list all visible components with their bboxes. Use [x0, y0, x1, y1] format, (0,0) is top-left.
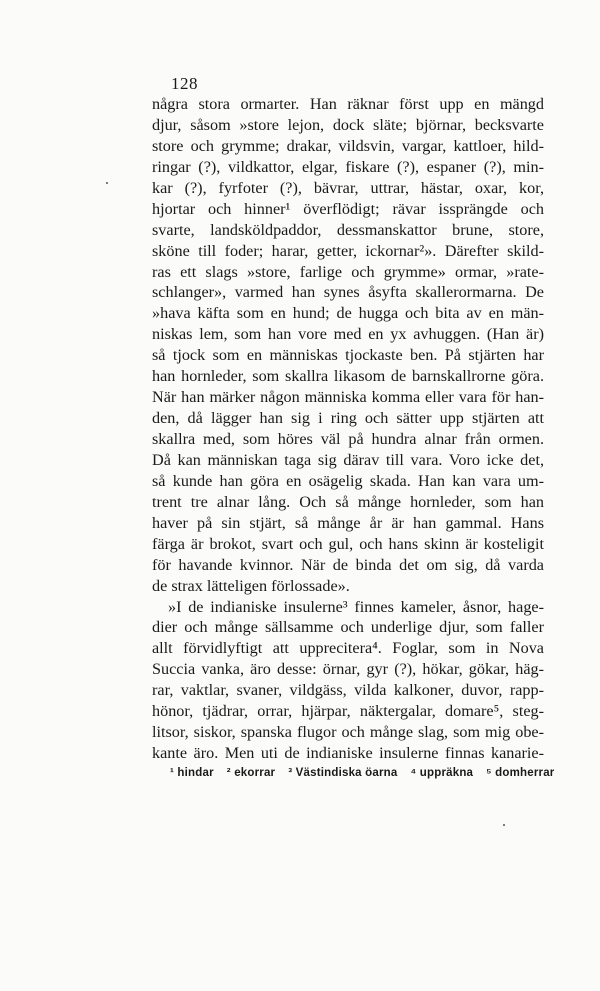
body-text — [152, 94, 544, 764]
text-line: trent tre alnar lång. Och så månge hornleder, som han — [152, 492, 544, 511]
text-line: litsor, siskor, spanska flugor och månge slag, som mig obe- — [152, 723, 544, 742]
text-line: han hornleder, som skallra likasom de barnskallrorne göra. — [152, 367, 544, 386]
text-line: niskas lem, som han vore med en yx avhuggen. (Han är) — [152, 325, 544, 344]
text-line: så tjock som en människas tjockaste ben. På stjärten har — [152, 346, 544, 365]
text-line: kante äro. Men uti de indianiske insulerne finnas kanarie- — [152, 744, 544, 763]
text-line: Succia vanka, äro desse: örnar, gyr (?), hökar, gökar, häg- — [152, 660, 544, 679]
page-number: 128 — [171, 74, 198, 93]
footnote-item: ¹ hindar — [170, 767, 214, 779]
footnotes — [170, 767, 567, 779]
text-line: »hava käfta som en hund; de hugga och bita av en män- — [152, 304, 544, 323]
speck-mark — [503, 824, 505, 826]
text-line: hönor, tjädrar, orrar, hjärpar, näktergalar, domare⁵, steg- — [152, 702, 544, 721]
speck-mark — [106, 182, 108, 184]
text-line: »I de indianiske insulerne³ finnes kameler, åsnor, hage- — [168, 597, 544, 616]
text-line: färga är brokot, svart och gul, och hans skinn är kosteligit — [152, 534, 544, 553]
text-line: skallra med, som höres väl på hundra alnar från ormen. — [152, 430, 544, 448]
text-line: så kunde han göra en osägelig skada. Han kan vara um- — [152, 471, 544, 490]
text-line: svarte, landsköldpaddor, dessmanskattor brune, store, — [152, 220, 544, 239]
footnote-item: ² ekorrar — [226, 767, 276, 779]
text-line: dier och månge sällsamme och underlige djur, som faller — [152, 618, 544, 637]
text-line: de strax lätteligen förlossade». — [152, 576, 350, 595]
text-line: sköne till foder; harar, getter, ickornar²». Därefter skild- — [152, 241, 544, 260]
text-line: haver på sin stjärt, så månge år är han gammal. Hans — [152, 513, 544, 532]
text-line: ringar (?), vildkattor, elgar, fiskare (?), espaner (?), min- — [152, 157, 544, 176]
footnote-item: ⁴ uppräkna — [410, 767, 474, 779]
text-line: store och grymme; drakar, vildsvin, vargar, kattloer, hild- — [152, 136, 544, 155]
text-line: rar, vaktlar, svaner, vildgäss, vilda kalkoner, duvor, rapp- — [152, 681, 544, 700]
text-line: några stora ormarter. Han räknar först upp en mängd — [152, 95, 544, 113]
text-line: När han märker någon människa komma eller vara för han- — [152, 388, 544, 407]
footnote-item: ⁵ domherrar — [486, 767, 555, 779]
text-line: hjortar och hinner¹ överflödigt; rävar issprängde och — [152, 199, 544, 218]
text-line: för havande kvinnor. När de binda det om sig, då varda — [152, 555, 544, 574]
text-line: den, då lägger han sig i ring och sätter upp stjärten att — [152, 409, 544, 428]
footnote-item: ³ Västindiska öarna — [288, 767, 398, 779]
text-line: ras ett slags »store, farlige och grymme» ormar, »rate- — [152, 262, 544, 281]
text-line: djur, såsom »store lejon, dock släte; björnar, becksvarte — [152, 115, 544, 134]
text-line: allt förvidlyftigt att upprecitera⁴. Foglar, som in Nova — [152, 639, 544, 658]
text-line: Då kan människan taga sig därav till vara. Voro icke det, — [152, 450, 544, 469]
text-line: schlanger», varmed han synes åsyfta skallerormarna. De — [152, 283, 544, 302]
text-line: kar (?), fyrfoter (?), bävrar, uttrar, hästar, oxar, kor, — [152, 178, 544, 197]
